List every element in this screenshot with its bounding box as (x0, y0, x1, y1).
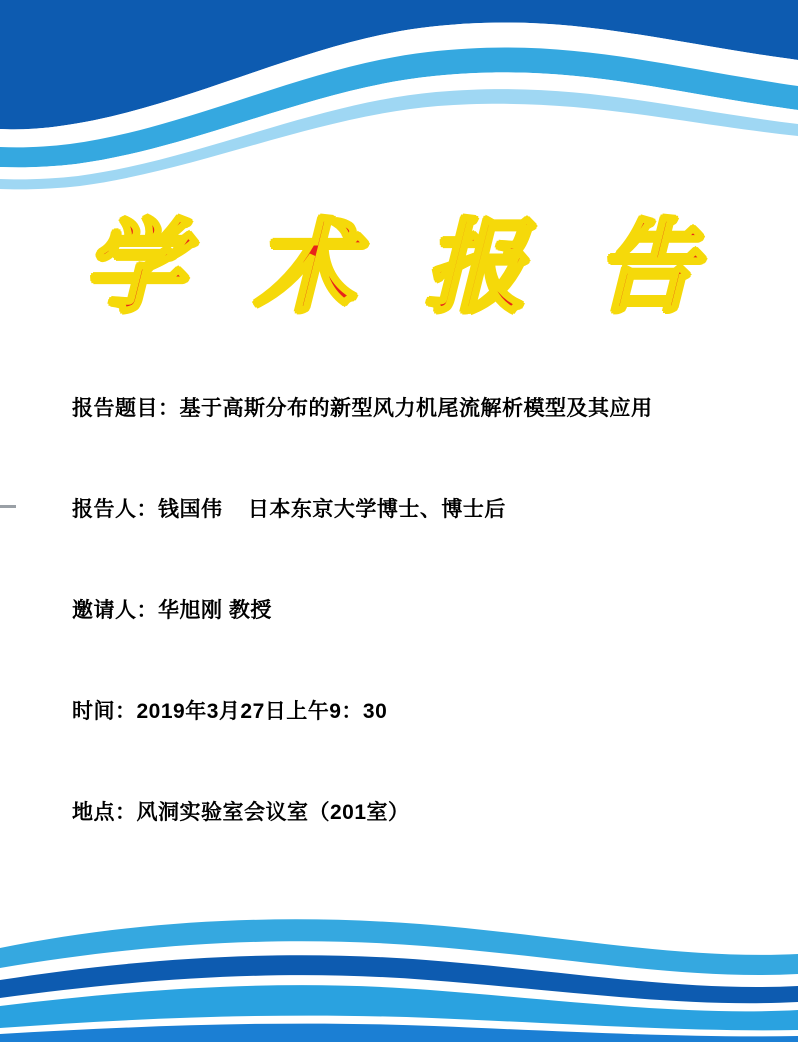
detail-location: 地点：风洞实验室会议室（201室） (72, 801, 410, 824)
detail-inviter: 邀请人：华旭刚 教授 (72, 599, 272, 622)
bottom-wave-decoration (0, 902, 798, 1042)
scan-edge-mark-middle (0, 505, 16, 508)
details-list (72, 392, 762, 826)
top-wave-decoration (0, 0, 798, 200)
title-block (0, 205, 798, 330)
detail-time: 时间：2019年3月27日上午9：30 (72, 700, 388, 723)
detail-speaker: 报告人：钱国伟 日本东京大学博士、博士后 (72, 498, 506, 521)
page-title: 学 术 报 告 (83, 208, 715, 326)
detail-topic: 报告题目：基于高斯分布的新型风力机尾流解析模型及其应用 (72, 397, 653, 420)
